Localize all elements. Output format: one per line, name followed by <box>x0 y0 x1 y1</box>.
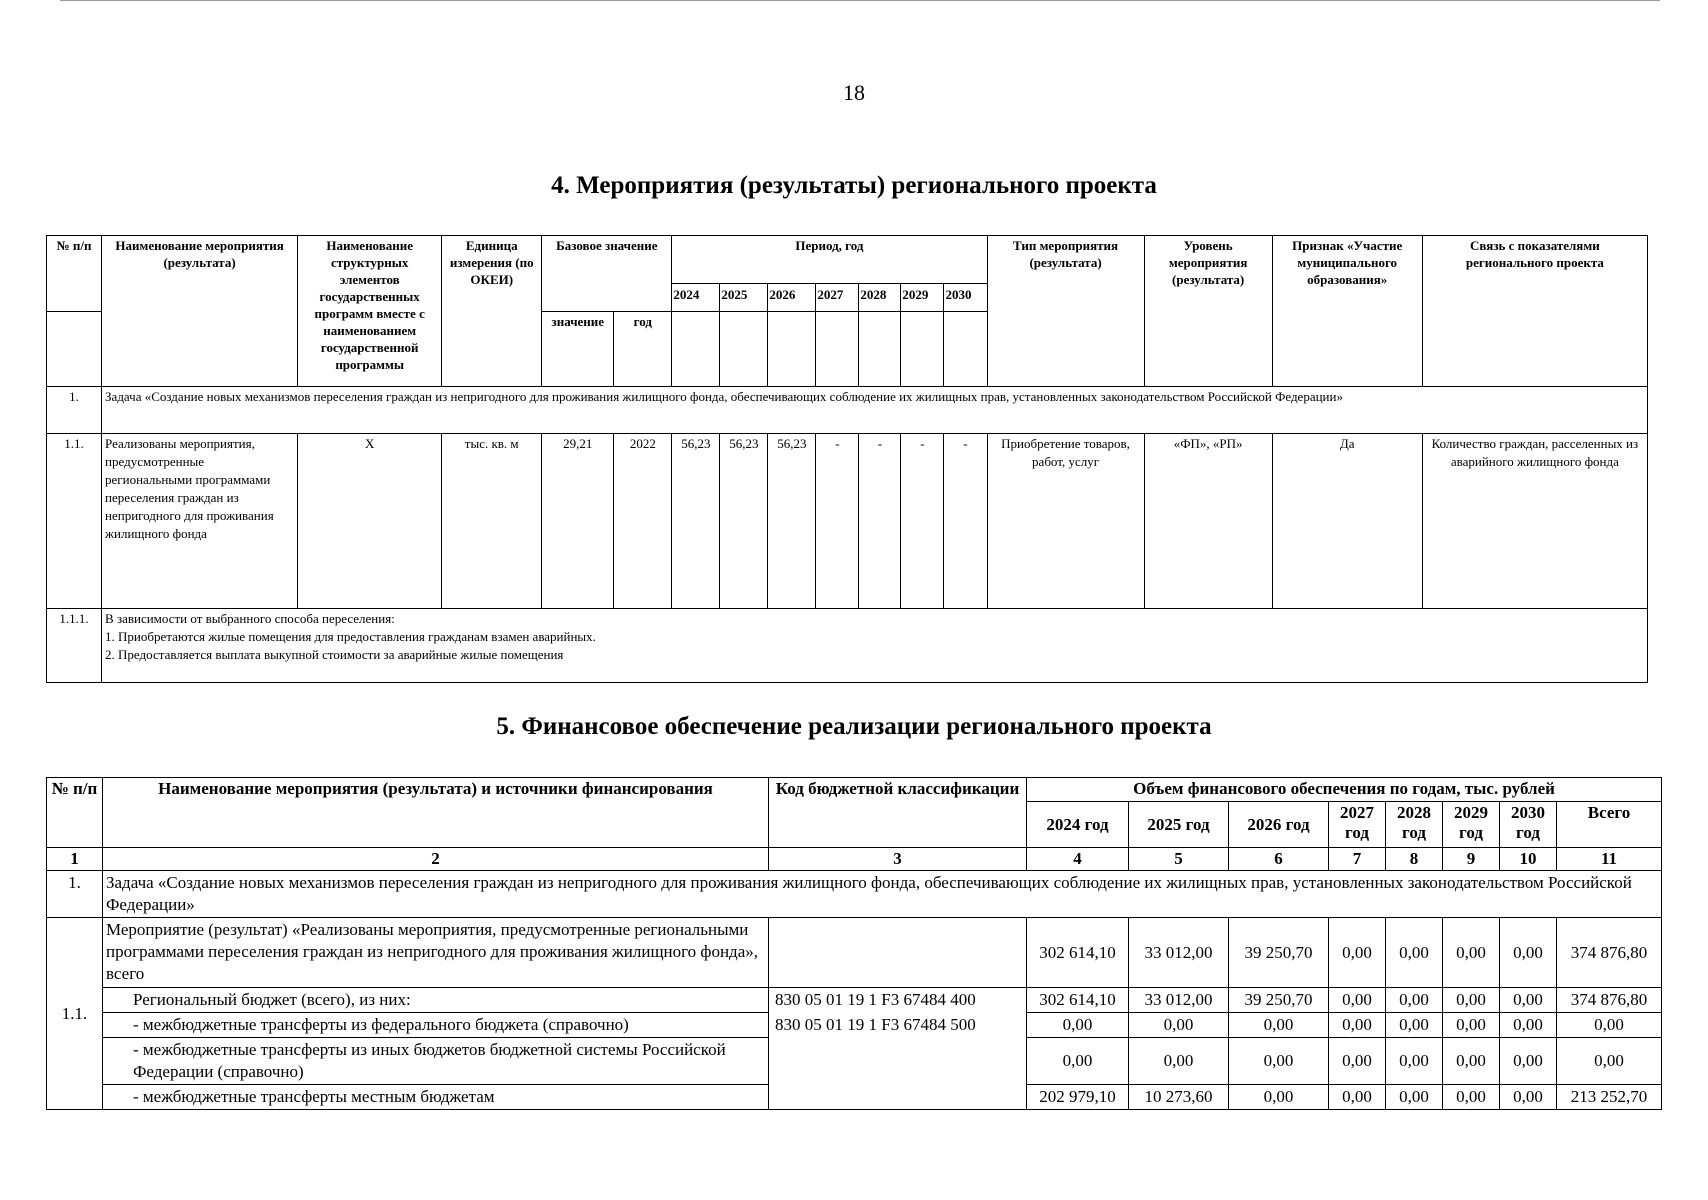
section4-title: 4. Мероприятия (результаты) регионального проекта <box>551 172 1157 199</box>
task-text: Задача «Создание новых механизмов переселения граждан из непригодного для проживания жилищного фонда, обеспечивающих соблюдение их жилищных прав, установленных законодательством Российской Федерации» <box>102 387 1648 434</box>
fin-row-name: - межбюджетные трансферты из федерального бюджета (справочно) <box>103 1013 769 1038</box>
table-row <box>47 1013 1662 1038</box>
subrow-text <box>102 609 1648 683</box>
fin-value: 302 614,10 <box>1027 988 1129 1013</box>
row-type: Приобретение товаров, работ, услуг <box>987 434 1144 609</box>
header-link: Связь с показателями регионального проекта <box>1422 236 1647 387</box>
col-number: 3 <box>769 848 1027 871</box>
subrow-line: В зависимости от выбранного способа переселения: <box>105 611 395 626</box>
fin-value: 0,00 <box>1500 1013 1557 1038</box>
row-value: 56,23 <box>768 434 816 609</box>
fin-header-year: 2024 год <box>1027 802 1129 848</box>
fin-value: 0,00 <box>1443 988 1500 1013</box>
header-base-value: значение <box>542 312 614 387</box>
fin-header-year: 2027 год <box>1329 802 1386 848</box>
row-level: «ФП», «РП» <box>1144 434 1272 609</box>
row-num: 1.1. <box>47 434 102 609</box>
finance-table <box>46 777 1662 1110</box>
fin-value: 0,00 <box>1386 988 1443 1013</box>
table-row <box>47 918 1662 988</box>
col-number: 11 <box>1557 848 1662 871</box>
fin-value: 0,00 <box>1557 1038 1662 1085</box>
header-municipal: Признак «Участие муниципального образования» <box>1272 236 1422 387</box>
col-number: 7 <box>1329 848 1386 871</box>
fin-value: 0,00 <box>1500 1085 1557 1110</box>
fin-row-code: 830 05 01 19 1 F3 67484 500 <box>769 1013 1027 1110</box>
fin-row-num: 1.1. <box>47 918 103 1110</box>
fin-header-year: 2025 год <box>1129 802 1229 848</box>
fin-value: 0,00 <box>1500 1038 1557 1085</box>
col-number: 5 <box>1129 848 1229 871</box>
fin-value: 0,00 <box>1443 918 1500 988</box>
fin-value: 302 614,10 <box>1027 918 1129 988</box>
fin-header-code: Код бюджетной классификации <box>769 778 1027 848</box>
fin-value: 0,00 <box>1229 1085 1329 1110</box>
row-name: Реализованы мероприятия, предусмотренные региональными программами переселения граждан из непригодного для проживания жилищного фонда <box>102 434 298 609</box>
task-num: 1. <box>47 387 102 434</box>
subrow-line: 1. Приобретаются жилые помещения для предоставления гражданам взамен аварийных. <box>105 629 596 644</box>
col-number: 1 <box>47 848 103 871</box>
header-level: Уровень мероприятия (результата) <box>1144 236 1272 387</box>
fin-value: 0,00 <box>1027 1038 1129 1085</box>
fin-value: 202 979,10 <box>1027 1085 1129 1110</box>
fin-value: 0,00 <box>1027 1013 1129 1038</box>
row-value: - <box>944 434 987 609</box>
subrow-num: 1.1.1. <box>47 609 102 683</box>
fin-value: 10 273,60 <box>1129 1085 1229 1110</box>
col-number: 10 <box>1500 848 1557 871</box>
fin-header-name: Наименование мероприятия (результата) и источники финансирования <box>103 778 769 848</box>
fin-value: 0,00 <box>1386 918 1443 988</box>
row-base-year: 2022 <box>614 434 672 609</box>
table-row <box>47 434 1648 609</box>
header-year: 2030 <box>944 284 987 312</box>
header-base-year: год <box>614 312 672 387</box>
fin-header-year: 2028 год <box>1386 802 1443 848</box>
fin-value: 0,00 <box>1329 1013 1386 1038</box>
row-value: 56,23 <box>720 434 768 609</box>
fin-value: 0,00 <box>1386 1013 1443 1038</box>
fin-value: 0,00 <box>1557 1013 1662 1038</box>
header-year: 2026 <box>768 284 816 312</box>
fin-header-year: 2029 год <box>1443 802 1500 848</box>
fin-value: 0,00 <box>1229 1013 1329 1038</box>
header-year: 2025 <box>720 284 768 312</box>
fin-value: 213 252,70 <box>1557 1085 1662 1110</box>
col-number: 8 <box>1386 848 1443 871</box>
fin-header-year: 2026 год <box>1229 802 1329 848</box>
header-period: Период, год <box>672 236 987 284</box>
fin-value: 0,00 <box>1443 1038 1500 1085</box>
fin-row-name: Мероприятие (результат) «Реализованы мероприятия, предусмотренные региональными программами переселения граждан из непригодного для проживания жилищного фонда», всего <box>103 918 769 988</box>
row-value: - <box>816 434 859 609</box>
row-municipal: Да <box>1272 434 1422 609</box>
fin-row-code: 830 05 01 19 1 F3 67484 400 <box>769 988 1027 1013</box>
fin-value: 0,00 <box>1386 1085 1443 1110</box>
header-type: Тип мероприятия (результата) <box>987 236 1144 387</box>
fin-row-code <box>769 918 1027 988</box>
fin-value: 374 876,80 <box>1557 918 1662 988</box>
header-year: 2029 <box>901 284 944 312</box>
row-base-value: 29,21 <box>542 434 614 609</box>
fin-value: 0,00 <box>1329 988 1386 1013</box>
fin-header-num: № п/п <box>47 778 103 848</box>
fin-value: 0,00 <box>1500 988 1557 1013</box>
top-border-line <box>60 0 1660 1</box>
page-number: 18 <box>843 80 865 105</box>
fin-value: 0,00 <box>1386 1038 1443 1085</box>
fin-value: 0,00 <box>1329 918 1386 988</box>
fin-value: 374 876,80 <box>1557 988 1662 1013</box>
header-year: 2024 <box>672 284 720 312</box>
subrow-line: 2. Предоставляется выплата выкупной стоимости за аварийные жилые помещения <box>105 647 564 662</box>
col-number: 4 <box>1027 848 1129 871</box>
fin-value: 39 250,70 <box>1229 988 1329 1013</box>
header-struct: Наименование структурных элементов государственных программ вместе с наименованием государственной программы <box>298 236 442 387</box>
fin-row-name: - межбюджетные трансферты из иных бюджетов бюджетной системы Российской Федерации (справочно) <box>103 1038 769 1085</box>
table-row <box>47 988 1662 1013</box>
fin-value: 0,00 <box>1329 1038 1386 1085</box>
row-struct: X <box>298 434 442 609</box>
header-year: 2027 <box>816 284 859 312</box>
fin-row-name: Региональный бюджет (всего), из них: <box>103 988 769 1013</box>
fin-value: 0,00 <box>1329 1085 1386 1110</box>
activities-table <box>46 235 1648 683</box>
header-name: Наименование мероприятия (результата) <box>102 236 298 387</box>
row-value: 56,23 <box>672 434 720 609</box>
fin-task-num: 1. <box>47 871 103 918</box>
fin-value: 33 012,00 <box>1129 918 1229 988</box>
header-base: Базовое значение <box>542 236 672 312</box>
row-unit: тыс. кв. м <box>442 434 542 609</box>
fin-value: 0,00 <box>1443 1013 1500 1038</box>
header-num: № п/п <box>47 236 102 312</box>
row-value: - <box>859 434 901 609</box>
fin-value: 39 250,70 <box>1229 918 1329 988</box>
fin-value: 33 012,00 <box>1129 988 1229 1013</box>
fin-value: 0,00 <box>1443 1085 1500 1110</box>
row-value: - <box>901 434 944 609</box>
fin-task-text: Задача «Создание новых механизмов переселения граждан из непригодного для проживания жилищного фонда, обеспечивающих соблюдение их жилищных прав, установленных законодательством Российской Федерации» <box>103 871 1662 918</box>
fin-header-year: 2030 год <box>1500 802 1557 848</box>
fin-value: 0,00 <box>1500 918 1557 988</box>
header-year: 2028 <box>859 284 901 312</box>
fin-header-volume: Объем финансового обеспечения по годам, тыс. рублей <box>1027 778 1662 802</box>
section5-title: 5. Финансовое обеспечение реализации регионального проекта <box>496 713 1212 740</box>
fin-header-total: Всего <box>1557 802 1662 848</box>
header-unit: Единица измерения (по ОКЕИ) <box>442 236 542 387</box>
row-link: Количество граждан, расселенных из аварийного жилищного фонда <box>1422 434 1647 609</box>
fin-row-name: - межбюджетные трансферты местным бюджетам <box>103 1085 769 1110</box>
col-number: 2 <box>103 848 769 871</box>
fin-value: 0,00 <box>1229 1038 1329 1085</box>
fin-value: 0,00 <box>1129 1013 1229 1038</box>
fin-value: 0,00 <box>1129 1038 1229 1085</box>
col-number: 9 <box>1443 848 1500 871</box>
col-number: 6 <box>1229 848 1329 871</box>
